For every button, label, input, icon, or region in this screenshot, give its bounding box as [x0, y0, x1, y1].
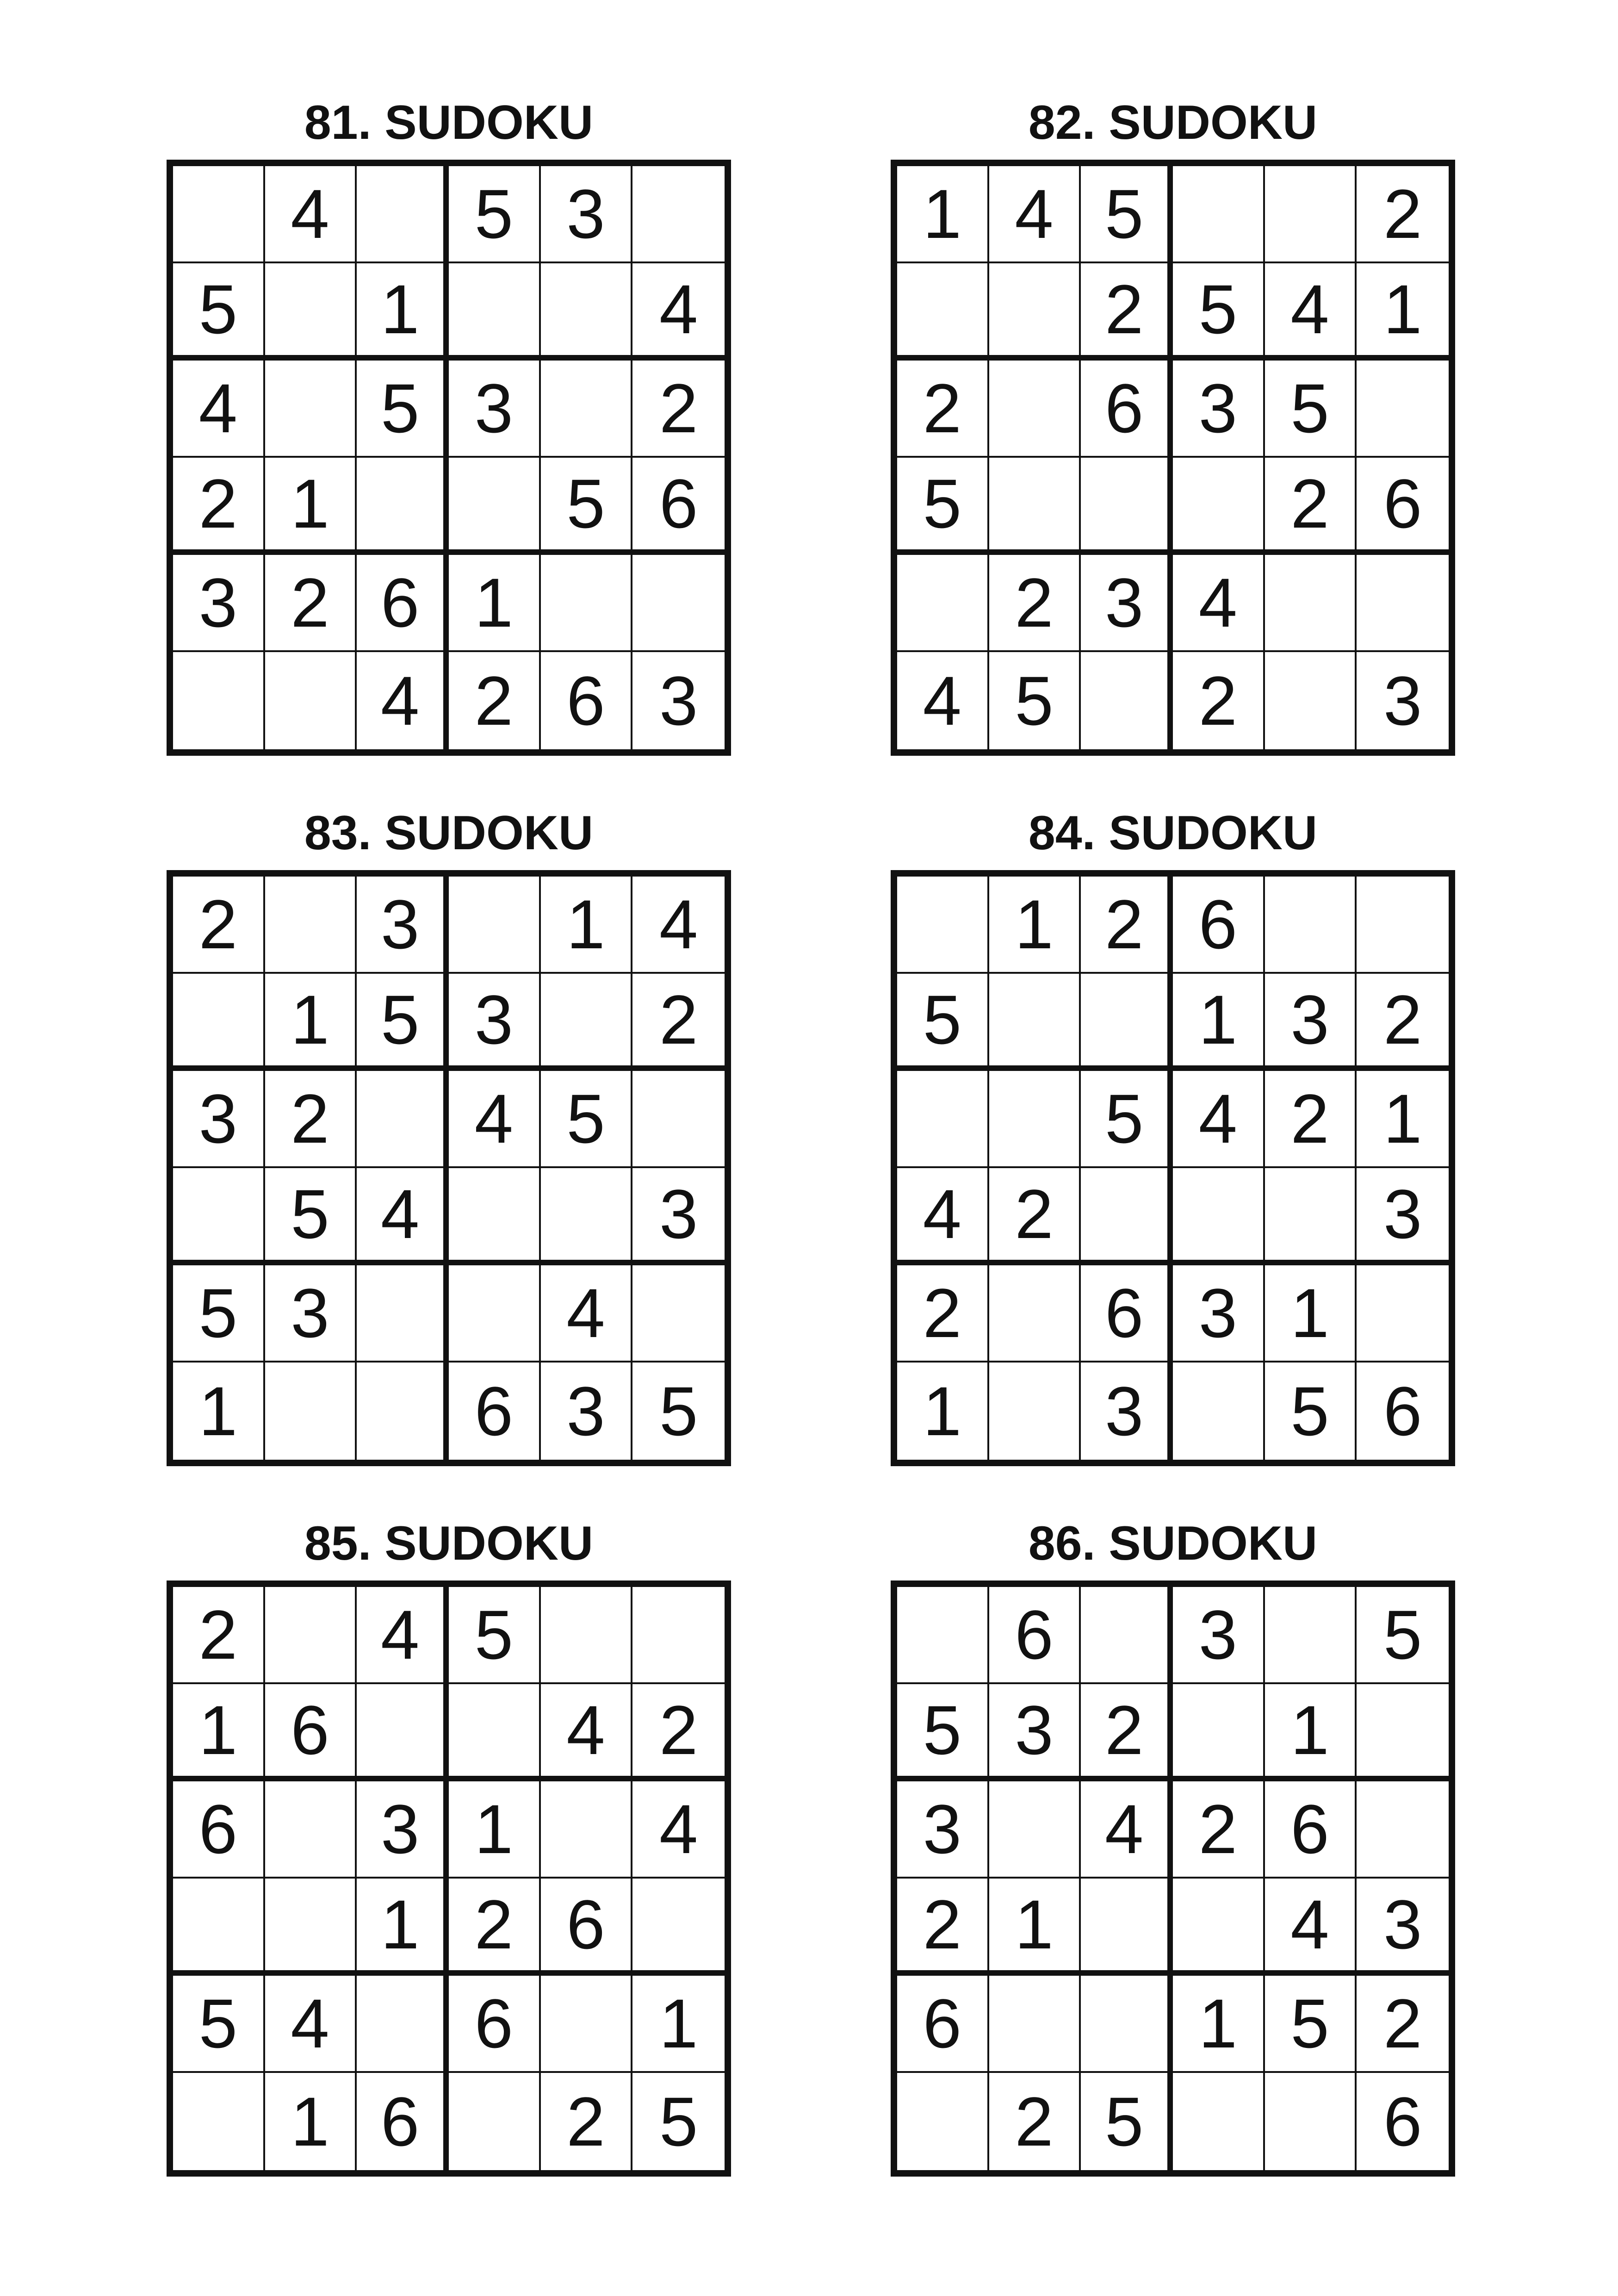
sudoku-cell: [1357, 1265, 1449, 1363]
sudoku-cell: 5: [173, 1265, 265, 1363]
sudoku-cell: 5: [173, 263, 265, 361]
sudoku-cell: 4: [897, 1168, 989, 1265]
sudoku-cell: [1173, 458, 1265, 555]
sudoku-cell: 2: [1357, 166, 1449, 263]
sudoku-cell: [989, 1976, 1081, 2073]
sudoku-cell: [989, 263, 1081, 361]
sudoku-cell: 5: [659, 2083, 698, 2160]
sudoku-cell: 6: [357, 2073, 449, 2170]
sudoku-cell: 5: [1357, 1587, 1449, 1684]
sudoku-cell: 1: [1173, 1976, 1265, 2073]
sudoku-cell: [265, 1781, 357, 1879]
sudoku-grid: [891, 1580, 1455, 2177]
puzzle-title: 82. SUDOKU: [1028, 96, 1318, 149]
sudoku-cell: [1173, 1879, 1265, 1976]
sudoku-cell: 5: [1265, 1976, 1357, 2073]
sudoku-cell: [541, 361, 633, 458]
sudoku-cell: [1173, 1684, 1265, 1781]
sudoku-cell: 6: [632, 458, 725, 555]
sudoku-cell: 5: [897, 458, 989, 555]
sudoku-cell: 2: [1081, 263, 1173, 361]
sudoku-cell: [541, 1781, 633, 1879]
sudoku-cell: 5: [541, 458, 633, 555]
sudoku-cell: [897, 555, 989, 652]
sudoku-cell: [1081, 1168, 1173, 1265]
sudoku-cell: 6: [265, 1684, 357, 1781]
sudoku-cell: 2: [173, 458, 265, 555]
sudoku-cell: 3: [541, 1363, 633, 1460]
sudoku-cell: 4: [173, 361, 265, 458]
sudoku-cell: 4: [1265, 263, 1357, 361]
sudoku-cell: 4: [357, 1168, 449, 1265]
sudoku-cell: 5: [449, 1587, 541, 1684]
sudoku-cell: 4: [989, 166, 1081, 263]
sudoku-cell: 3: [1173, 361, 1265, 458]
sudoku-cell: [1081, 458, 1173, 555]
sudoku-cell: [632, 166, 725, 263]
sudoku-cell: [449, 1168, 541, 1265]
sudoku-cell: 1: [1357, 263, 1449, 361]
sudoku-cell: [1173, 2073, 1265, 2170]
puzzle-title: 81. SUDOKU: [304, 96, 594, 149]
sudoku-cell: 3: [449, 361, 541, 458]
sudoku-cell: [897, 2073, 989, 2170]
sudoku-cell: 3: [1081, 1363, 1173, 1460]
sudoku-cell: 5: [989, 652, 1081, 749]
sudoku-cell: [1357, 555, 1449, 652]
sudoku-cell: 2: [541, 2073, 633, 2170]
sudoku-cell: [541, 974, 633, 1071]
sudoku-cell: 1: [357, 1879, 449, 1976]
sudoku-cell: [897, 1071, 989, 1168]
sudoku-cell: [357, 1071, 449, 1168]
sudoku-grid: [891, 160, 1455, 756]
sudoku-cell: 1: [1357, 1071, 1449, 1168]
sudoku-cell: 3: [1357, 1168, 1449, 1265]
sudoku-cell: 3: [357, 877, 449, 974]
sudoku-cell: 5: [357, 974, 449, 1071]
sudoku-cell: [989, 1781, 1081, 1879]
sudoku-cell: 6: [1081, 361, 1173, 458]
sudoku-cell: 3: [1357, 1879, 1449, 1976]
sudoku-cell: 3: [357, 1781, 449, 1879]
sudoku-cell: [1265, 555, 1357, 652]
sudoku-cell: 4: [357, 652, 449, 749]
sudoku-cell: [1081, 974, 1173, 1071]
sudoku-cell: 6: [449, 1976, 541, 2073]
sudoku-cell: 1: [541, 877, 633, 974]
sudoku-cell: 6: [1265, 1781, 1357, 1879]
sudoku-cell: [897, 877, 989, 974]
sudoku-cell: 6: [1383, 1372, 1422, 1450]
sudoku-cell: 1: [449, 555, 541, 652]
puzzle-title: 84. SUDOKU: [1028, 806, 1318, 860]
sudoku-cell: [1357, 877, 1449, 974]
sudoku-cell: [989, 458, 1081, 555]
sudoku-cell: [265, 1879, 357, 1976]
sudoku-cell: [265, 877, 357, 974]
sudoku-cell: 6: [357, 555, 449, 652]
sudoku-cell: 5: [541, 1071, 633, 1168]
sudoku-cell: 1: [632, 1976, 725, 2073]
sudoku-cell: [265, 1363, 357, 1460]
sudoku-cell: 2: [173, 877, 265, 974]
sudoku-cell: [897, 263, 989, 361]
sudoku-cell: [449, 458, 541, 555]
sudoku-cell: [1357, 1684, 1449, 1781]
sudoku-cell: [541, 1587, 633, 1684]
sudoku-cell: [1265, 2073, 1357, 2170]
sudoku-cell: 5: [265, 1168, 357, 1265]
sudoku-cell: [1357, 361, 1449, 458]
sudoku-cell: 2: [1265, 1071, 1357, 1168]
sudoku-cell: 2: [265, 1071, 357, 1168]
sudoku-cell: [173, 1168, 265, 1265]
sudoku-cell: [1081, 652, 1173, 749]
sudoku-cell: [989, 974, 1081, 1071]
sudoku-cell: [265, 361, 357, 458]
sudoku-cell: [173, 1879, 265, 1976]
sudoku-cell: 1: [265, 2073, 357, 2170]
sudoku-cell: [1081, 1976, 1173, 2073]
sudoku-cell: [357, 1684, 449, 1781]
sudoku-cell: [1081, 1587, 1173, 1684]
sudoku-cell: 4: [1081, 1781, 1173, 1879]
sudoku-cell: 4: [541, 1265, 633, 1363]
sudoku-cell: 5: [659, 1372, 698, 1450]
sudoku-cell: 4: [632, 1781, 725, 1879]
sudoku-cell: 1: [265, 458, 357, 555]
sudoku-cell: [449, 877, 541, 974]
sudoku-cell: [632, 1071, 725, 1168]
sudoku-cell: 6: [989, 1587, 1081, 1684]
sudoku-cell: 2: [989, 2073, 1081, 2170]
puzzle-title: 83. SUDOKU: [304, 806, 594, 860]
sudoku-cell: 5: [1265, 361, 1357, 458]
sudoku-cell: 3: [1173, 1587, 1265, 1684]
sudoku-cell: 1: [265, 974, 357, 1071]
sudoku-cell: [541, 1168, 633, 1265]
sudoku-cell: 2: [989, 1168, 1081, 1265]
sudoku-cell: 5: [173, 1976, 265, 2073]
sudoku-cell: 6: [541, 1879, 633, 1976]
sudoku-cell: [541, 263, 633, 361]
sudoku-cell: 3: [1081, 555, 1173, 652]
sudoku-cell: 6: [541, 652, 633, 749]
sudoku-cell: [897, 1587, 989, 1684]
sudoku-cell: 3: [1265, 974, 1357, 1071]
sudoku-cell: 1: [897, 1363, 989, 1460]
sudoku-cell: 1: [357, 263, 449, 361]
sudoku-cell: 2: [1265, 458, 1357, 555]
sudoku-cell: 4: [541, 1684, 633, 1781]
sudoku-cell: [173, 166, 265, 263]
sudoku-cell: 4: [449, 1071, 541, 1168]
sudoku-cell: 1: [173, 1363, 265, 1460]
sudoku-cell: [357, 166, 449, 263]
sudoku-cell: [357, 1265, 449, 1363]
sudoku-cell: [1173, 1363, 1265, 1460]
sudoku-cell: 3: [449, 974, 541, 1071]
sudoku-cell: [449, 1265, 541, 1363]
sudoku-cell: 4: [265, 1976, 357, 2073]
sudoku-cell: 2: [1173, 1781, 1265, 1879]
sudoku-cell: 2: [449, 1879, 541, 1976]
sudoku-cell: 3: [265, 1265, 357, 1363]
sudoku-cell: 3: [173, 555, 265, 652]
sudoku-grid: [167, 1580, 731, 2177]
sudoku-cell: 2: [449, 652, 541, 749]
sudoku-cell: 1: [989, 877, 1081, 974]
sudoku-cell: [989, 1265, 1081, 1363]
sudoku-cell: 1: [897, 166, 989, 263]
sudoku-cell: 4: [1173, 555, 1265, 652]
sudoku-cell: [449, 1684, 541, 1781]
sudoku-cell: 4: [357, 1587, 449, 1684]
sudoku-cell: 5: [1081, 166, 1173, 263]
sudoku-cell: 4: [265, 166, 357, 263]
sudoku-cell: [1265, 1168, 1357, 1265]
sudoku-cell: [632, 1265, 725, 1363]
sudoku-cell: [632, 555, 725, 652]
sudoku-cell: 1: [1265, 1684, 1357, 1781]
sudoku-cell: 2: [632, 1684, 725, 1781]
sudoku-cell: [265, 1587, 357, 1684]
sudoku-cell: 6: [1081, 1265, 1173, 1363]
sudoku-cell: 2: [897, 1265, 989, 1363]
sudoku-cell: 2: [1357, 974, 1449, 1071]
sudoku-cell: 5: [449, 166, 541, 263]
sudoku-cell: [1173, 166, 1265, 263]
sudoku-cell: [1357, 1781, 1449, 1879]
sudoku-cell: 5: [897, 1684, 989, 1781]
sudoku-cell: 4: [1173, 1071, 1265, 1168]
sudoku-cell: [173, 2073, 265, 2170]
sudoku-grid: [167, 160, 731, 756]
sudoku-grid: [891, 870, 1455, 1466]
sudoku-cell: [357, 458, 449, 555]
sudoku-cell: [173, 974, 265, 1071]
sudoku-cell: 5: [1173, 263, 1265, 361]
sudoku-cell: 6: [1173, 877, 1265, 974]
sudoku-cell: [1265, 166, 1357, 263]
sudoku-cell: 5: [1081, 2073, 1173, 2170]
sudoku-cell: 1: [173, 1684, 265, 1781]
sudoku-cell: 3: [1383, 662, 1422, 740]
sudoku-cell: 5: [1265, 1363, 1357, 1460]
sudoku-cell: 6: [449, 1363, 541, 1460]
sudoku-cell: 2: [1081, 877, 1173, 974]
sudoku-cell: 6: [897, 1976, 989, 2073]
sudoku-cell: [989, 1363, 1081, 1460]
sudoku-cell: 4: [632, 877, 725, 974]
sudoku-cell: 3: [173, 1071, 265, 1168]
sudoku-cell: 5: [897, 974, 989, 1071]
sudoku-cell: 3: [1173, 1265, 1265, 1363]
sudoku-cell: 2: [632, 361, 725, 458]
puzzle-title: 86. SUDOKU: [1028, 1517, 1318, 1570]
sudoku-cell: 6: [1357, 458, 1449, 555]
sudoku-cell: [1265, 877, 1357, 974]
sudoku-cell: 5: [357, 361, 449, 458]
sudoku-cell: [989, 361, 1081, 458]
sudoku-cell: [449, 263, 541, 361]
sudoku-cell: [1265, 1587, 1357, 1684]
sudoku-cell: [541, 555, 633, 652]
sudoku-cell: [449, 2073, 541, 2170]
sudoku-cell: 4: [632, 263, 725, 361]
sudoku-cell: 2: [265, 555, 357, 652]
sudoku-cell: 3: [989, 1684, 1081, 1781]
sudoku-cell: [357, 1363, 449, 1460]
sudoku-cell: [1081, 1879, 1173, 1976]
sudoku-cell: [1173, 1168, 1265, 1265]
sudoku-cell: 1: [1265, 1265, 1357, 1363]
sudoku-cell: 1: [449, 1781, 541, 1879]
sudoku-grid: [167, 870, 731, 1466]
sudoku-cell: 2: [989, 555, 1081, 652]
sudoku-cell: [265, 263, 357, 361]
sudoku-cell: [265, 652, 357, 749]
sudoku-cell: [357, 1976, 449, 2073]
puzzle-title: 85. SUDOKU: [304, 1517, 594, 1570]
sudoku-cell: 2: [1357, 1976, 1449, 2073]
sudoku-cell: 3: [541, 166, 633, 263]
sudoku-cell: 2: [897, 1879, 989, 1976]
sudoku-cell: [541, 1976, 633, 2073]
sudoku-cell: [1265, 652, 1357, 749]
sudoku-cell: 4: [1265, 1879, 1357, 1976]
sudoku-cell: 3: [632, 1168, 725, 1265]
sudoku-cell: 2: [1081, 1684, 1173, 1781]
sudoku-cell: 1: [989, 1879, 1081, 1976]
sudoku-cell: 4: [897, 652, 989, 749]
sudoku-cell: 2: [173, 1587, 265, 1684]
sudoku-cell: [632, 1879, 725, 1976]
sudoku-cell: [989, 1071, 1081, 1168]
sudoku-cell: 5: [1081, 1071, 1173, 1168]
sudoku-cell: 6: [1383, 2083, 1422, 2160]
sudoku-cell: [173, 652, 265, 749]
sudoku-cell: 3: [659, 662, 698, 740]
sudoku-cell: 6: [173, 1781, 265, 1879]
sudoku-cell: 1: [1173, 974, 1265, 1071]
sudoku-cell: [632, 1587, 725, 1684]
sudoku-cell: 2: [897, 361, 989, 458]
sudoku-cell: 2: [1173, 652, 1265, 749]
sudoku-cell: 3: [897, 1781, 989, 1879]
sudoku-cell: 2: [632, 974, 725, 1071]
